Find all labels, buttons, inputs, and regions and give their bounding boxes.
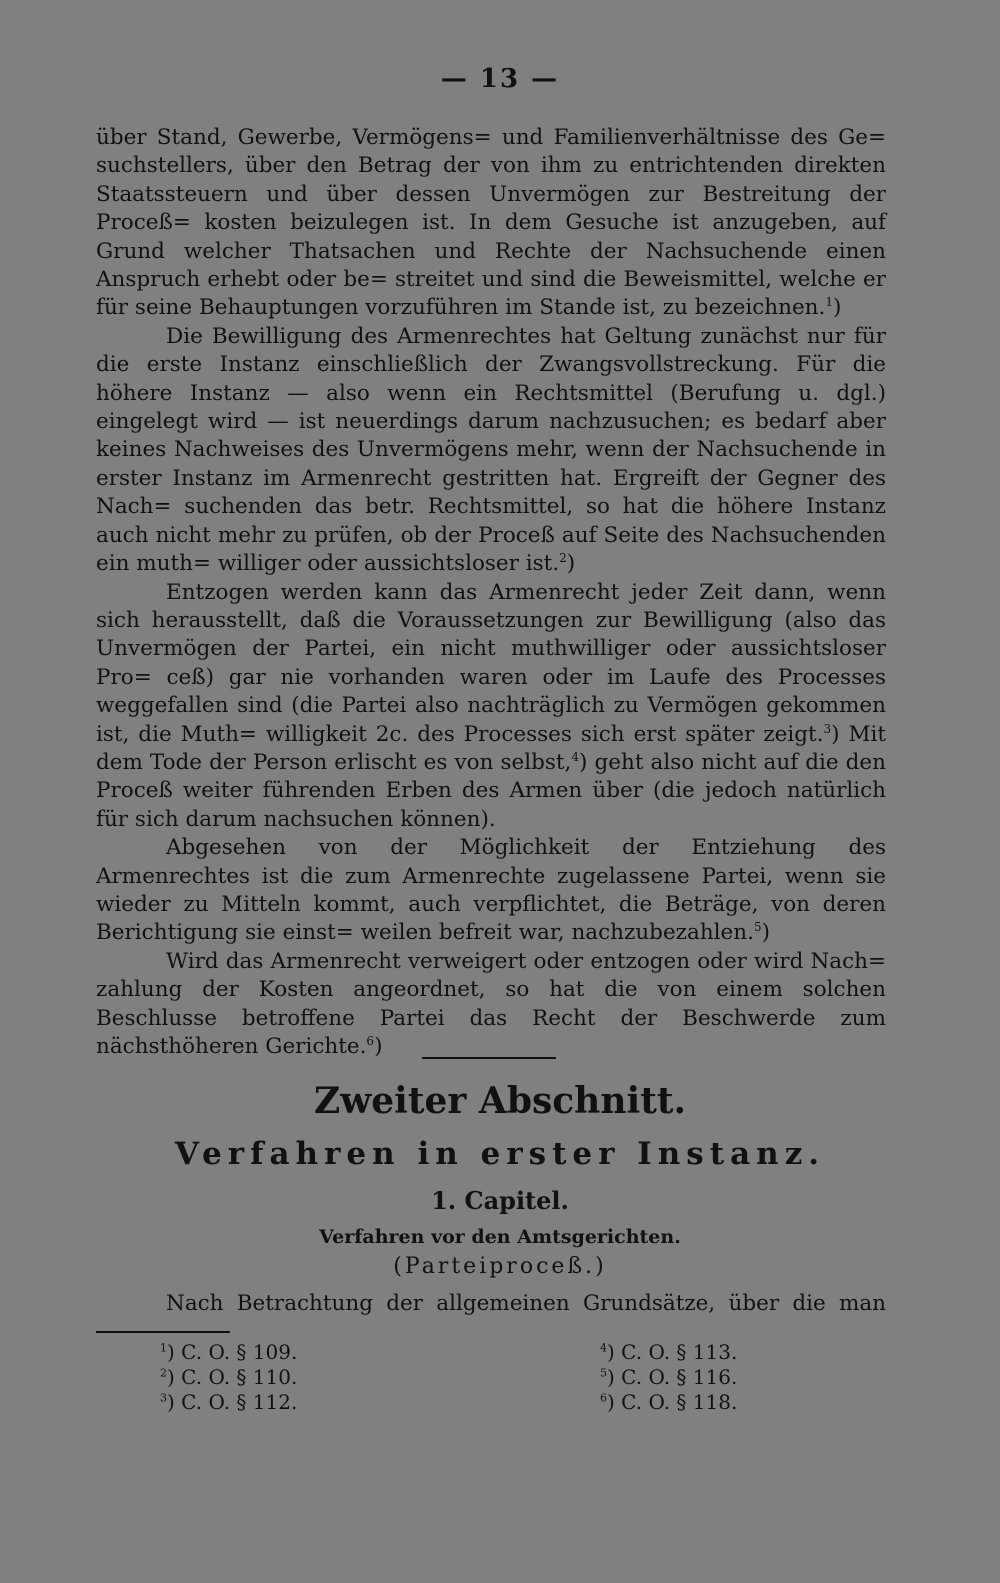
footnote-ref-1: 1 bbox=[825, 295, 834, 310]
footnote-text: C. O. § 116. bbox=[621, 1365, 738, 1389]
footnote-number: 5 bbox=[600, 1366, 607, 1380]
paragraph-1-text: über Stand, Gewerbe, Vermögens= und Familienverhältnisse des Ge= suchstellers, über den Betrag der von ihm zu entrichtenden direkten Staatssteuern und über dessen Unvermögen zur Bestreitung der Proceß= kosten beizulegen ist. In dem Gesuche ist anzugeben, auf Grund welcher Thatsachen und Rechte der Nachsuchende einen Anspruch erhebt oder be= streitet und sind die Beweismittel, welche er für seine Behauptungen vorzuführen im Stande ist, zu bezeichnen. bbox=[96, 125, 886, 321]
footnote-item: $^4$) C. O. § 113. bbox=[600, 1340, 738, 1364]
footnote-number: 4 bbox=[600, 1341, 607, 1355]
footnote-text: C. O. § 113. bbox=[621, 1340, 738, 1364]
footnote-number: 2 bbox=[160, 1366, 167, 1380]
footnote-text: C. O. § 112. bbox=[181, 1390, 298, 1414]
section-subtitle: Verfahren in erster Instanz. bbox=[174, 1136, 826, 1172]
footnote-number: 1 bbox=[160, 1341, 167, 1355]
paragraph-3-text: Entzogen werden kann das Armenrecht jeder Zeit dann, wenn sich herausstellt, daß die Voraussetzungen zur Bewilligung (also das Unvermögen der Partei, ein nicht muthwilliger oder aussichtsloser Pro= ceß) gar nie vorhanden waren oder im Laufe des Processes weggefallen sind (die Partei also nachträglich zu Vermögen gekommen ist, die Muth= willigkeit 2c. des Processes sich erst später zeigt. bbox=[96, 579, 886, 747]
chapter-note: (Parteiproceß.) bbox=[393, 1254, 607, 1279]
paragraph-3-text-b: Mit dem Tode der Person erlischt es von selbst, bbox=[96, 721, 886, 775]
paragraph-4: Abgesehen von der Möglichkeit der Entziehung des Armenrechtes ist die zum Armenrechte zugelassene Partei, wenn sie wieder zu Mitteln kommt, auch verpflichtet, die Beträge, von deren Berichtigung sie einst= weilen befreit war, nachzubezahlen.$^5$) bbox=[96, 835, 886, 946]
chapter-title: 1. Capitel. bbox=[431, 1186, 569, 1215]
footnote-number: 6 bbox=[600, 1391, 607, 1405]
footnote-divider bbox=[96, 1331, 230, 1333]
paragraph-2-text: Die Bewilligung des Armenrechtes hat Geltung zunächst nur für die erste Instanz einschließlich der Zwangsvollstreckung. Für die höhere Instanz — also wenn ein Rechtsmittel (Berufung u. dgl.) eingelegt wird — ist neuerdings darum nachzusuchen; es bedarf aber keines Nachweises des Unvermögens mehr, wenn der Nachsuchende in erster Instanz im Armenrecht gestritten hat. Ergreift der Gegner des Nach= suchenden das betr. Rechtsmittel, so hat die höhere Instanz auch nicht mehr zu prüfen, ob der Proceß auf Seite des Nachsuchenden ein muth= williger oder aussichtsloser ist. bbox=[96, 323, 886, 577]
body-text bbox=[96, 124, 886, 1061]
paragraph-2: Die Bewilligung des Armenrechtes hat Geltung zunächst nur für die erste Instanz einschließlich der Zwangsvollstreckung. Für die höhere Instanz — also wenn ein Rechtsmittel (Berufung u. dgl.) eingelegt wird — ist neuerdings darum nachzusuchen; es bedarf aber keines Nachweises des Unvermögens mehr, wenn der Nachsuchende in erster Instanz im Armenrecht gestritten hat. Ergreift der Gegner des Nach= suchenden das betr. Rechtsmittel, so hat die höhere Instanz auch nicht mehr zu prüfen, ob der Proceß auf Seite des Nachsuchenden ein muth= williger oder aussichtsloser ist.$^2$) bbox=[96, 323, 886, 577]
footnote-text: C. O. § 109. bbox=[181, 1340, 298, 1364]
paragraph-5: Wird das Armenrecht verweigert oder entzogen oder wird Nach= zahlung der Kosten angeordnet, so hat die von einem solchen Beschlusse betroffene Partei das Recht der Beschwerde zum nächsthöheren Gerichte.$^6$) bbox=[96, 948, 886, 1059]
footnote-item: $^1$) C. O. § 109. bbox=[160, 1340, 298, 1364]
footnote-item: $^5$) C. O. § 116. bbox=[600, 1365, 738, 1389]
footnote-ref-6: 6 bbox=[366, 1033, 375, 1048]
footnote-text: C. O. § 118. bbox=[621, 1390, 738, 1414]
paragraph-5-text: Wird das Armenrecht verweigert oder entzogen oder wird Nach= zahlung der Kosten angeordnet, so hat die von einem solchen Beschlusse betroffene Partei das Recht der Beschwerde zum nächsthöheren Gerichte. bbox=[96, 948, 886, 1059]
continuing-text-line: Nach Betrachtung der allgemeinen Grundsätze, über die man bbox=[166, 1291, 886, 1316]
footnote-item: $^3$) C. O. § 112. bbox=[160, 1390, 298, 1414]
paragraph-4-text: Abgesehen von der Möglichkeit der Entziehung des Armenrechtes ist die zum Armenrechte zugelassene Partei, wenn sie wieder zu Mitteln kommt, auch verpflichtet, die Beträge, von deren Berichtigung sie einst= weilen befreit war, nachzubezahlen. bbox=[96, 835, 886, 946]
footnote-number: 3 bbox=[160, 1391, 167, 1405]
footnote-text: C. O. § 110. bbox=[181, 1365, 298, 1389]
footnote-column-left bbox=[160, 1340, 460, 1415]
section-divider bbox=[422, 1057, 556, 1059]
section-title: Zweiter Abschnitt. bbox=[314, 1080, 686, 1122]
page-number: — 13 — bbox=[440, 64, 560, 94]
paragraph-3-text-c: geht also nicht auf die den Proceß weiter führenden Erben des Armen über (die jedoch natürlich für sich darum nachsuchen können). bbox=[96, 749, 886, 832]
chapter-heading: Verfahren vor den Amtsgerichten. bbox=[319, 1226, 681, 1248]
footnote-ref-3: 3 bbox=[823, 721, 832, 736]
footnote-item: $^2$) C. O. § 110. bbox=[160, 1365, 298, 1389]
footnote-ref-5: 5 bbox=[753, 920, 762, 935]
paragraph-1: über Stand, Gewerbe, Vermögens= und Familienverhältnisse des Ge= suchstellers, über den Betrag der von ihm zu entrichtenden direkten Staatssteuern und über dessen Unvermögen zur Bestreitung der Proceß= kosten beizulegen ist. In dem Gesuche ist anzugeben, auf Grund welcher Thatsachen und Rechte der Nachsuchende einen Anspruch erhebt oder be= streitet und sind die Beweismittel, welche er für seine Behauptungen vorzuführen im Stande ist, zu bezeichnen.$^1$) bbox=[96, 125, 886, 321]
paragraph-3: Entzogen werden kann das Armenrecht jeder Zeit dann, wenn sich herausstellt, daß die Voraussetzungen zur Bewilligung (also das Unvermögen der Partei, ein nicht muthwilliger oder aussichtsloser Pro= ceß) gar nie vorhanden waren oder im Laufe des Processes weggefallen sind (die Partei also nachträglich zu Vermögen gekommen ist, die Muth= willigkeit 2c. des Processes sich erst später zeigt.$^3$) Mit dem Tode der Person erlischt es von selbst,$^4$) geht also nicht auf die den Proceß weiter führenden Erben des Armen über (die jedoch natürlich für sich darum nachsuchen können). bbox=[96, 579, 886, 832]
footnote-ref-4: 4 bbox=[571, 749, 580, 764]
footnote-item: $^6$) C. O. § 118. bbox=[600, 1390, 738, 1414]
footnote-ref-2: 2 bbox=[559, 550, 567, 565]
footnote-column-right bbox=[600, 1340, 900, 1415]
